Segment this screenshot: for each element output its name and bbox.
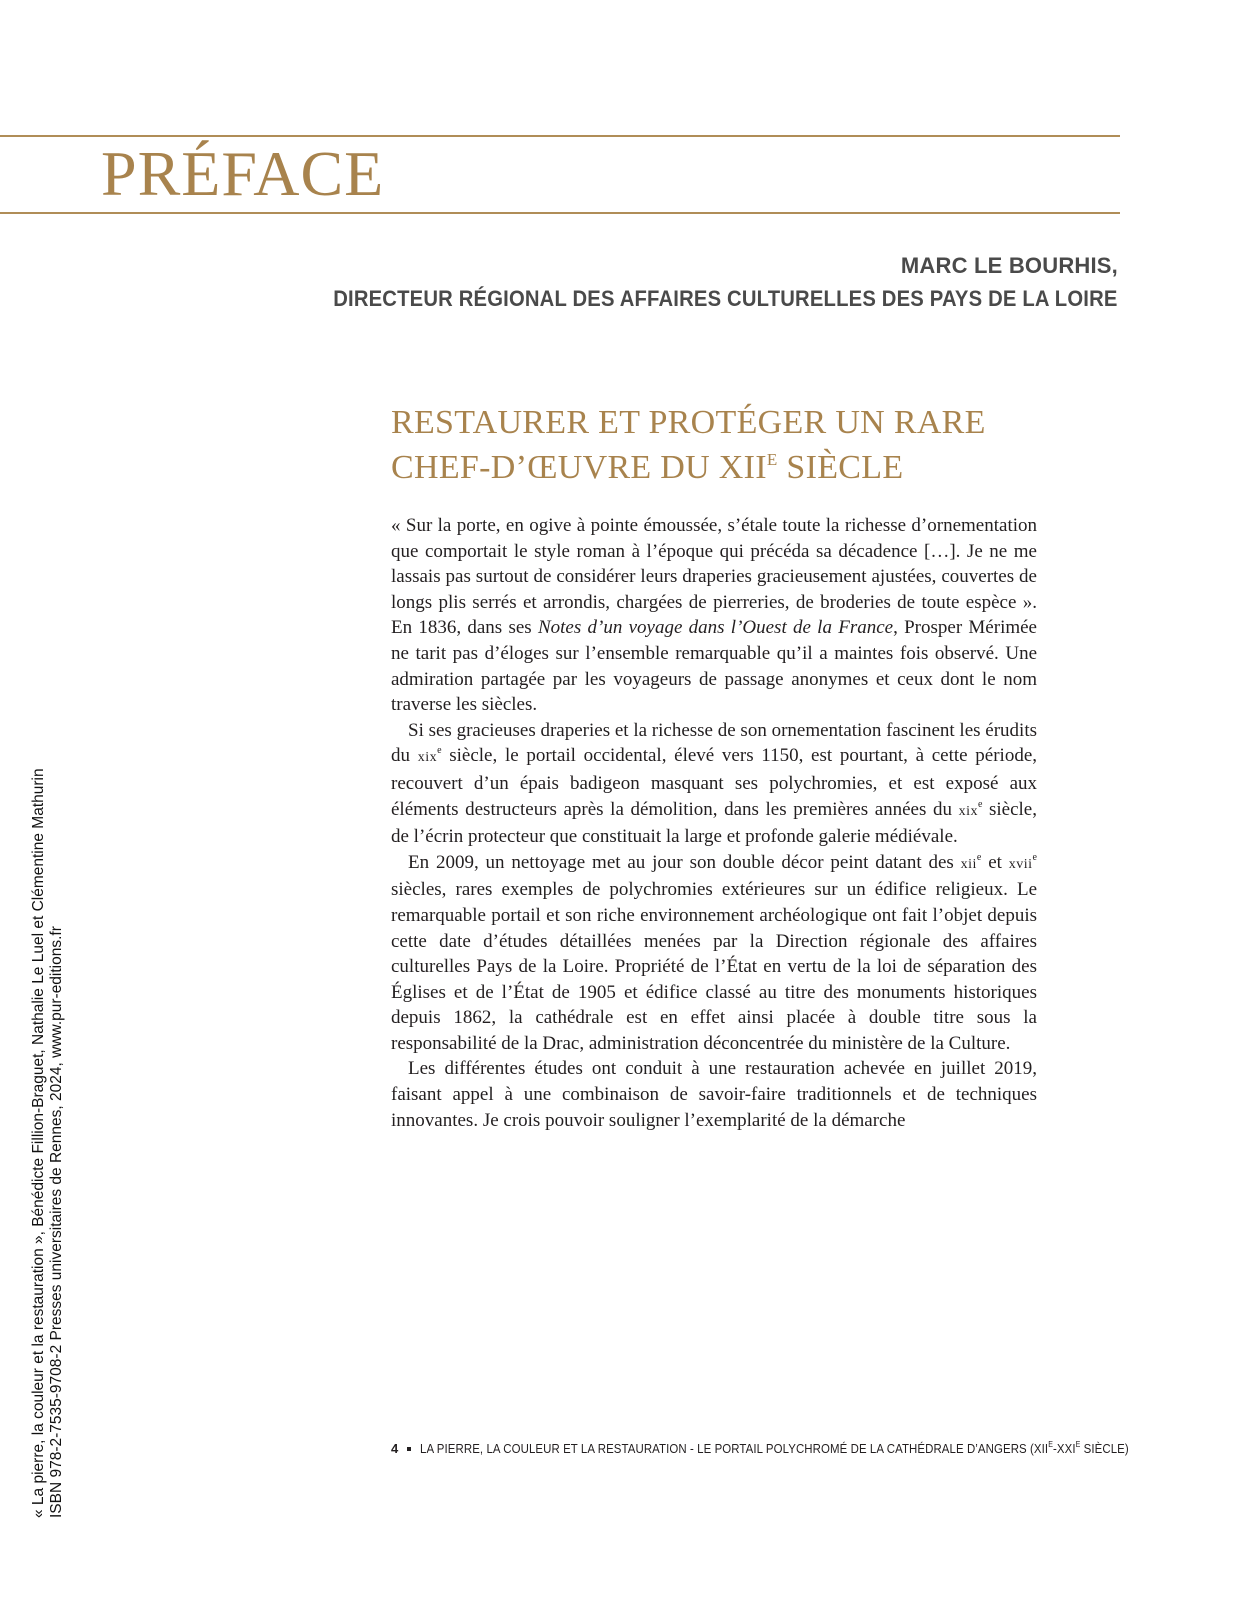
body-text (391, 513, 1037, 1133)
author-name: MARC LE BOURHIS, (900, 253, 1118, 278)
top-rule (0, 135, 1120, 137)
running-title-sup-b: E (1075, 1440, 1081, 1449)
paragraph-1 (391, 513, 1037, 718)
paragraph-3 (391, 850, 1037, 1057)
paragraph-4: Les différentes études ont conduit à une restauration achevée en juillet 2019, faisant appel à une combinaison de savoir-faire traditionnels et de techniques innovantes. Je crois pouvoir souligner l’exemplarité de la démarche (391, 1058, 1037, 1131)
century-sup: e (1032, 851, 1037, 863)
century-numeral: xii (960, 856, 977, 872)
paragraph-2-text-c: siècle, de l’écrin protecteur que constituait la large et profonde galerie médiévale. (391, 798, 1037, 848)
running-title-c: SIÈCLE) (1080, 1441, 1130, 1456)
paragraph-2-text-a: Si ses gracieuses draperies et la richesse de son ornementation fascinent les érudits du (391, 719, 1037, 767)
section-heading-sup: E (766, 450, 778, 469)
running-title (420, 1440, 1129, 1456)
century-numeral: xix (417, 750, 438, 766)
section-heading-line2-a: CHEF-D’ŒUVRE DU XII (391, 449, 767, 486)
century-numeral: xix (958, 803, 978, 819)
side-citation (30, 768, 66, 1518)
paragraph-1-text-b: , Prosper Mérimée ne tarit pas d’éloges sur l’ensemble remarquable qu’il a maintes fois observé. Une admiration partagée par les voyageurs de passage anonymes et ceux dont le nom traverse les siècles. (391, 617, 1037, 716)
page-footer (391, 1440, 1226, 1456)
bullet-icon (407, 1447, 411, 1451)
running-title-b: -XXI (1053, 1441, 1076, 1456)
running-title-a: LA PIERRE, LA COULEUR ET LA RESTAURATION - LE PORTAIL POLYCHROMÉ DE LA CATHÉDRALE D’ANGERS (XII (420, 1441, 1049, 1456)
century-sup: e (976, 851, 982, 863)
page-number: 4 (391, 1441, 399, 1456)
century-sup: e (437, 745, 442, 757)
section-heading-line1: RESTAURER ET PROTÉGER UN RARE (391, 404, 986, 441)
section-heading-line2-b: SIÈCLE (777, 449, 904, 486)
century-numeral: xvii (1008, 856, 1033, 872)
author-role: DIRECTEUR RÉGIONAL DES AFFAIRES CULTURELLES DES PAYS DE LA LOIRE (333, 286, 1118, 311)
book-title-italic: Notes d’un voyage dans l’Ouest de la France (537, 617, 894, 639)
paragraph-1-text-a: « Sur la porte, en ogive à pointe émoussée, s’étale toute la richesse d’ornementation que comportait le style roman à l’époque qui précéda sa décadence […]. Je ne me lassais pas surtout de considérer leurs draperies gracieusement ajustées, couvertes de longs plis serrés et arrondis, chargées de pierreries, de broderies de toute espèce ». En 1836, dans ses (391, 515, 1037, 639)
citation-line-2: ISBN 978-2-7535-9708-2 Presses universitaires de Rennes, 2024, www.pur-editions.fr (48, 926, 65, 1518)
paragraph-3-text-a: En 2009, un nettoyage met au jour son double décor peint datant des (408, 851, 961, 873)
bottom-rule (0, 212, 1120, 214)
page-title: PRÉFACE (101, 138, 385, 209)
section-heading (391, 404, 1091, 486)
century-sup: e (977, 798, 983, 810)
running-title-sup-a: E (1048, 1440, 1054, 1449)
paragraph-2 (391, 718, 1037, 850)
paragraph-3-text-b: et (981, 851, 1009, 873)
citation-line-1: « La pierre, la couleur et la restauration », Bénédicte Fillion-Braguet, Nathalie Le Luel et Clémentine Mathurin (30, 768, 47, 1518)
paragraph-2-text-b: siècle, le portail occidental, élevé vers 1150, est pourtant, à cette période, recouvert d’un épais badigeon masquant ses polychromies, et est exposé aux éléments destructeurs après la démolition, dans les premières années du (391, 745, 1038, 820)
author-block (265, 249, 1118, 315)
paragraph-3-text-c: siècles, rares exemples de polychromies extérieures sur un édifice religieux. Le remarquable portail et son riche environnement archéologique ont fait l’objet depuis cette date d’études détaillées menées par la Direction régionale des affaires culturelles Pays de la Loire. Propriété de l’État en vertu de la loi de séparation des Églises et de l’État de 1905 et édifice classé au titre des monuments historiques depuis 1862, la cathédrale est en effet ainsi placée à double titre sous la responsabilité de la Drac, administration déconcentrée du ministère de la Culture. (391, 879, 1037, 1054)
